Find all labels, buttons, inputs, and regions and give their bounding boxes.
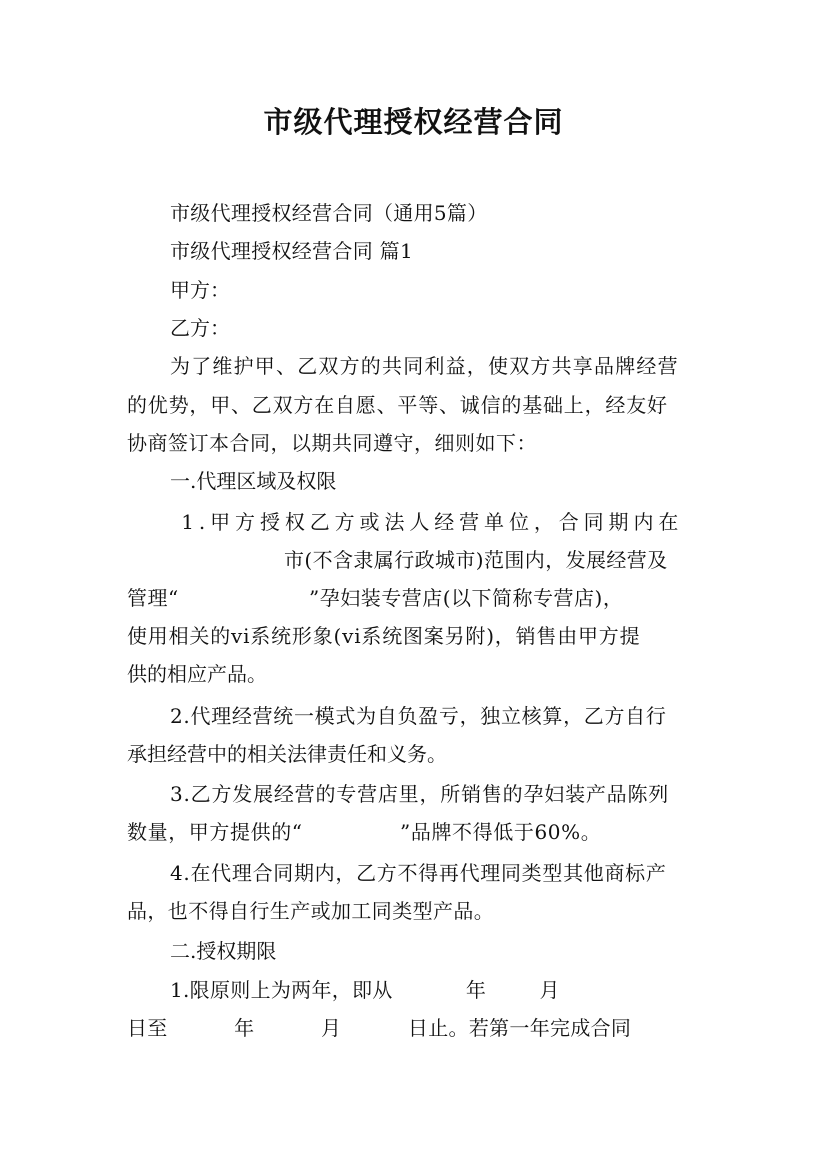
paragraph-line: 协商签订本合同，以期共同遵守，细则如下： (127, 431, 537, 455)
paragraph-line: 的优势，甲、乙双方在自愿、平等、诚信的基础上，经友好 (127, 393, 668, 417)
paragraph-line: 承担经营中的相关法律责任和义务。 (127, 742, 447, 766)
paragraph-line: 数量，甲方提供的“ ”品牌不得低于60%。 (127, 820, 602, 844)
paragraph-line: 4.在代理合同期内，乙方不得再代理同类型其他商标产 (170, 861, 667, 885)
paragraph-line: 3.乙方发展经营的专营店里，所销售的孕妇装产品陈列 (170, 782, 670, 806)
paragraph-line: 管理“ ”孕妇装专营店(以下简称专营店)， (127, 586, 624, 610)
paragraph-line: 1.甲方授权乙方或法人经营单位，合同期内在 (170, 510, 684, 534)
section-heading-line: 市级代理授权经营合同 篇1 (170, 239, 413, 263)
paragraph-line: 市(不含隶属行政城市)范围内，发展经营及 (284, 548, 668, 572)
paragraph-line: 供的相应产品。 (127, 662, 267, 686)
party-a-line: 甲方： (170, 278, 230, 302)
paragraph-line: 为了维护甲、乙双方的共同利益，使双方共享品牌经营 (170, 354, 679, 378)
party-b-line: 乙方： (170, 316, 230, 340)
paragraph-line: 日至 年 月 日止。若第一年完成合同 (127, 1016, 632, 1040)
paragraph-line: 品，也不得自行生产或加工同类型产品。 (127, 899, 495, 923)
paragraph-line: 使用相关的vi系统形象(vi系统图案另附)，销售由甲方提 (127, 624, 641, 648)
document-title: 市级代理授权经营合同 (263, 105, 564, 139)
clause-heading-line: 二.授权期限 (170, 939, 277, 963)
paragraph-line: 2.代理经营统一模式为自负盈亏，独立核算，乙方自行 (170, 704, 667, 728)
doc-subtitle-line: 市级代理授权经营合同（通用5篇） (170, 201, 488, 225)
clause-heading-line: 一.代理区域及权限 (170, 469, 337, 493)
paragraph-line: 1.限原则上为两年，即从 年 月 (170, 978, 560, 1002)
